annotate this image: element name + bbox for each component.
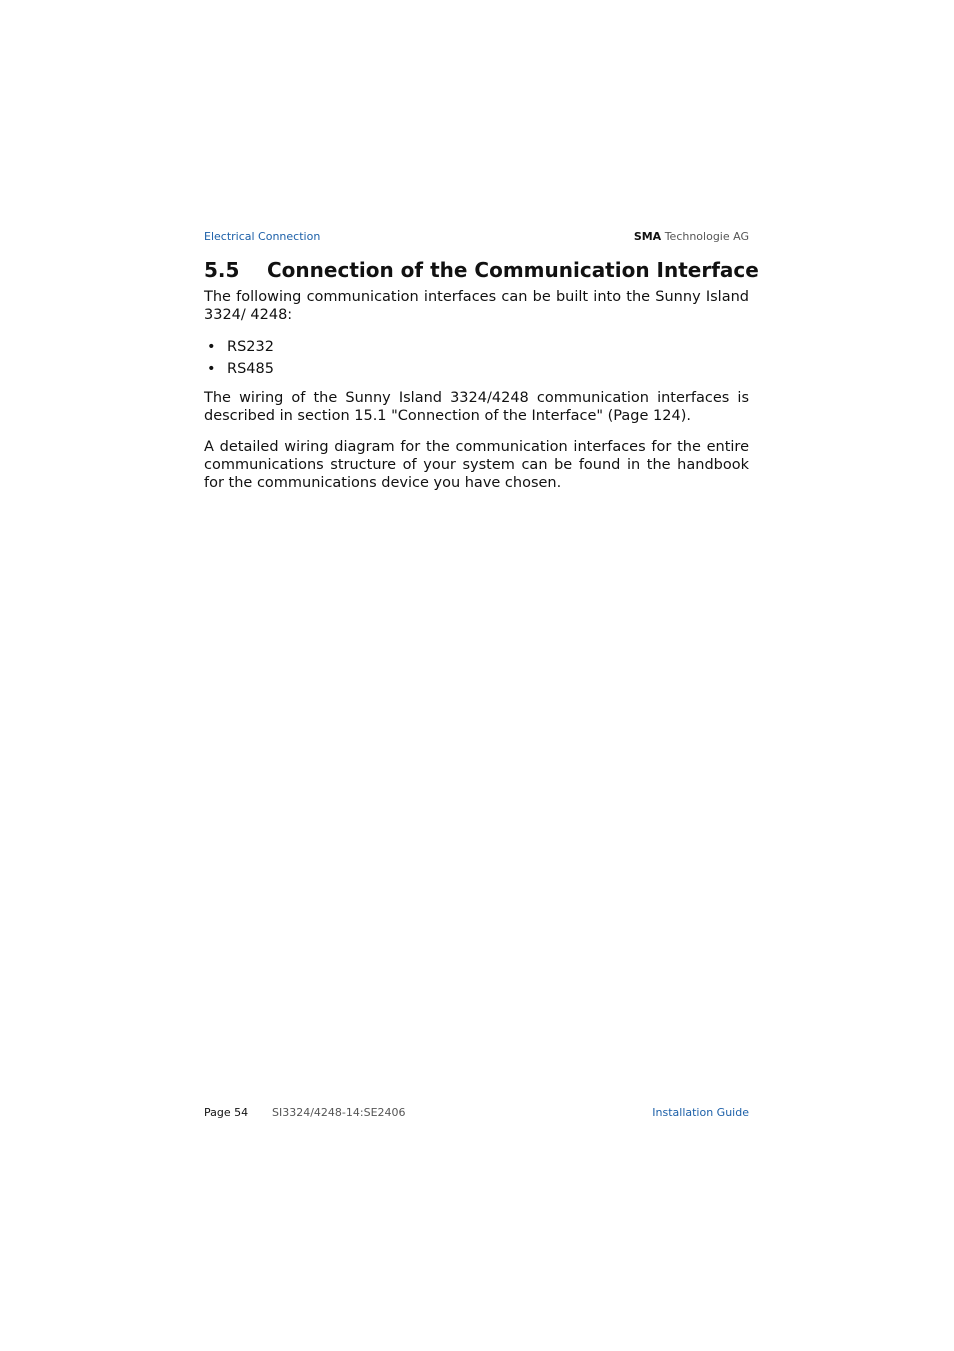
wiring-paragraph: The wiring of the Sunny Island 3324/4248 communication interfaces is described in section 15.1 "Connection of the Interface" (Page 124). bbox=[204, 390, 749, 424]
section-title: Connection of the Communication Interface bbox=[267, 258, 759, 282]
header-company bbox=[634, 230, 749, 243]
diagram-paragraph: A detailed wiring diagram for the communication interfaces for the entire communications structure of your system can be found in the handbook for the communications device you have chosen. bbox=[204, 439, 749, 491]
page-number: Page 54 bbox=[204, 1106, 249, 1119]
brand-name: SMA bbox=[633, 230, 662, 243]
list-item bbox=[204, 358, 274, 380]
list-item-label: RS232 bbox=[227, 339, 274, 355]
document-id: SI3324/4248-14:SE2406 bbox=[272, 1106, 406, 1119]
intro-paragraph: The following communication interfaces can be built into the Sunny Island 3324/ 4248: bbox=[204, 289, 749, 323]
bullet-icon: • bbox=[207, 339, 216, 355]
bullet-icon: • bbox=[207, 361, 216, 377]
document-type: Installation Guide bbox=[652, 1106, 749, 1119]
section-heading bbox=[204, 258, 759, 282]
page-footer bbox=[204, 1106, 749, 1122]
interface-list bbox=[204, 336, 274, 380]
header-chapter-title: Electrical Connection bbox=[204, 230, 321, 243]
list-item-label: RS485 bbox=[227, 361, 274, 377]
list-item bbox=[204, 336, 274, 358]
section-number: 5.5 bbox=[204, 258, 240, 282]
page-header bbox=[204, 229, 749, 245]
company-name: Technologie AG bbox=[664, 230, 749, 243]
